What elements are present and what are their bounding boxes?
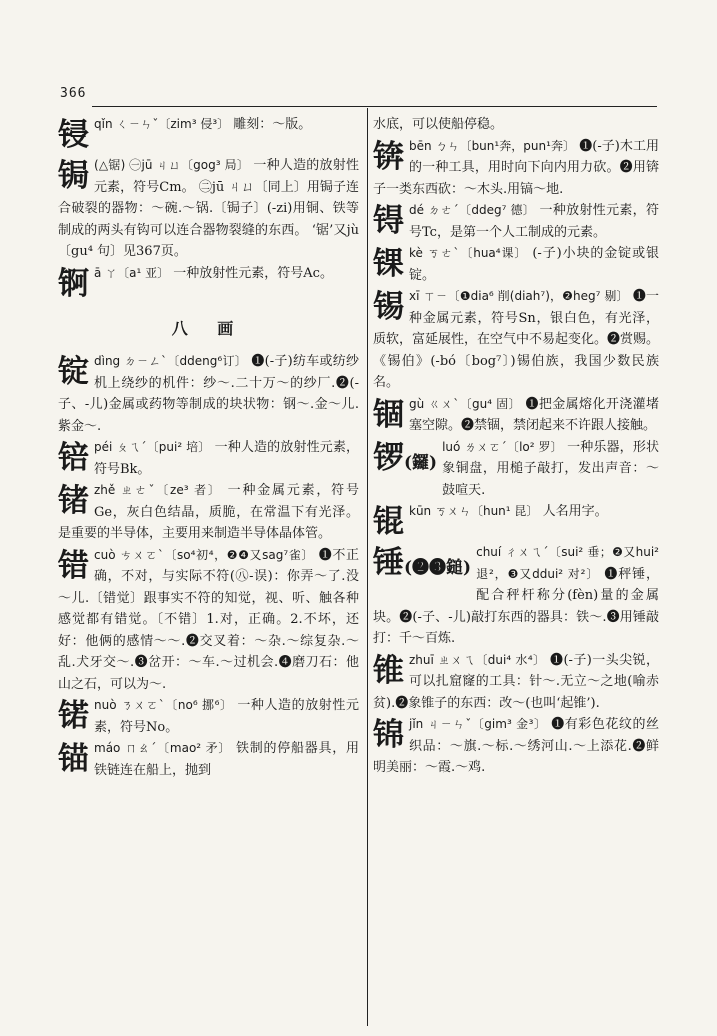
dictionary-entry — [58, 695, 359, 738]
entry-pronunciation: chuí ㄔㄨㄟˊ〔sui² 垂；❷又hui² 退²，❸又ddui² 对²〕 — [476, 545, 659, 581]
entry-pronunciation: bēn ㄅㄣ〔bun¹奔，pun¹奔〕 — [409, 138, 576, 153]
entry-definition: 一种人造的放射性元素，符号No。 — [94, 698, 359, 735]
dictionary-entry — [373, 136, 659, 201]
dictionary-entry — [58, 351, 359, 437]
entry-definition: 人名用字。 — [542, 504, 608, 519]
entry-definition: ❶(-子)纺车或纺纱机上绕纱的机件：纱～.二十万～的纱厂.❷(-子、-儿)金属或药物等制成的块状物：钢～.金～儿.紫金～. — [58, 354, 359, 434]
entry-pronunciation: máo ㄇㄠˊ〔mao² 矛〕 — [94, 741, 232, 755]
entry-pronunciation: cuò ㄘㄨㄛˋ〔so⁴初⁴，❷❹又sag⁷雀〕 — [94, 547, 314, 562]
entry-headword-variant: (❷❸鎚) — [404, 558, 472, 578]
entry-headword: 锗 — [58, 483, 89, 519]
entry-pronunciation: péi ㄆㄟˊ〔pui² 培〕 — [94, 440, 211, 454]
entry-definition: ❶不正确，不对，与实际不符(㊇-误)：你弄～了.没～儿.〔错觉〕跟事实不符的知觉，视、听、触各种感觉都有错觉。〔不错〕1.对，正确。2.不坏，还好：他俩的感情～～.❷交叉着：～杂.～综复杂.～乱.犬牙交～.❸岔开：～车.～过机会.❹磨刀石：他山之石，可以为～. — [58, 547, 359, 692]
entry-pronunciation: nuò ㄋㄨㄛˋ〔no⁶ 挪⁶〕 — [94, 698, 233, 712]
entry-pronunciation: luó ㄌㄨㄛˊ〔lo² 罗〕 — [442, 439, 563, 454]
entry-pronunciation: qǐn ㄑㄧㄣˇ〔zim³ 侵³〕 — [94, 117, 230, 131]
entry-definition: 一种乐器，形状象铜盘，用槌子敲打，发出声音：～鼓喧天. — [442, 439, 659, 498]
entry-definition: (-子)小块的金锭或银锭。 — [409, 246, 659, 283]
dictionary-entry — [373, 243, 659, 286]
dictionary-entry — [373, 437, 659, 502]
entry-headword: 锫 — [58, 440, 89, 476]
entry-headword: 锛 — [373, 138, 404, 175]
entry-definition: 铁制的停船器具，用铁链连在船上，抛到 — [94, 741, 359, 778]
entry-headword-char: 锣 — [373, 439, 404, 476]
column-divider — [367, 108, 368, 1026]
entry-pronunciation: jǐn ㄐㄧㄣˇ〔gim³ 金³〕 — [409, 717, 547, 731]
entry-headword: 锓 — [58, 117, 89, 153]
entry-definition: ❶(-子)木工用的一种工具，用时向下向内用力砍。❷用锛子一类东西砍：～木头.用镐～地. — [373, 138, 659, 197]
dictionary-entry — [58, 437, 359, 480]
dictionary-entry — [58, 738, 359, 781]
entry-headword: 锚 — [58, 741, 89, 777]
entry-headword: 锘 — [58, 698, 89, 734]
entry-headword: 锞 — [373, 246, 404, 282]
dictionary-entry — [373, 286, 659, 394]
entry-pronunciation: ā ㄚ〔a¹ 亚〕 — [94, 265, 170, 280]
header-rule — [92, 106, 657, 107]
dictionary-entry — [373, 394, 659, 437]
entry-headword-char: 锤 — [373, 545, 404, 581]
entry-headword: 锦 — [373, 717, 404, 753]
entry-headword — [373, 438, 437, 483]
dictionary-entry — [58, 155, 359, 263]
entry-definition: 一种放射性元素，符号Tc，是第一个人工制成的元素。 — [409, 203, 659, 240]
entry-headword: 锢 — [373, 396, 404, 433]
entry-definition: ❶把金属熔化开浇灌堵塞空隙。❷禁锢，禁闭起来不许跟人接触。 — [409, 396, 659, 433]
entry-pronunciation: dìng ㄉㄧㄥˋ〔ddeng⁶订〕 — [94, 354, 247, 368]
entry-headword: 锡 — [373, 289, 404, 325]
dictionary-entry — [373, 714, 659, 779]
entry-pronunciation: zhuī ㄓㄨㄟ〔dui⁴ 水⁴〕 — [409, 652, 546, 667]
dictionary-entry — [373, 501, 659, 542]
entry-headword — [373, 543, 471, 588]
entry-definition: 雕刻：～版。 — [233, 117, 312, 132]
dictionary-entry — [58, 114, 359, 155]
entry-definition: ❶一种金属元素，符号Sn，银白色，有光泽，质软，富延展性，在空气中不易起变化。❷赏赐。《锡伯》(-bó〔bog⁷〕)锡伯族，我国少数民族名。 — [373, 289, 659, 390]
entry-pronunciation: dé ㄉㄜˊ〔ddeg⁷ 德〕 — [409, 203, 536, 217]
entry-pronunciation: gù ㄍㄨˋ〔gu⁴ 固〕 — [409, 396, 521, 411]
entry-headword: 锥 — [373, 652, 404, 689]
entry-pronunciation: xī ㄒㄧ〔❶dia⁶ 削(diah⁷)，❷heg⁷ 剔〕 — [409, 289, 629, 303]
entry-headword: 锕 — [58, 265, 89, 302]
entry-definition: 一种放射性元素，符号Ac。 — [173, 265, 333, 281]
entry-definition: ❶有彩色花纹的丝织品：～旗.～标.～绣河山.～上添花.❷鲜明美丽：～霞.～鸡. — [373, 717, 659, 775]
entry-headword: 锔 — [58, 158, 89, 194]
stroke-count-heading: 八 画 — [171, 318, 246, 338]
dictionary-entry — [373, 650, 659, 715]
entry-pronunciation: kè ㄎㄜˋ〔hua⁴课〕 — [409, 246, 528, 260]
dictionary-entry — [58, 480, 359, 545]
entry-definition: ❶(-子)一头尖锐，可以扎窟窿的工具：针～.无立～之地(喻赤贫).❷象锥子的东西：改～(也叫‘起锥’). — [373, 652, 659, 711]
dictionary-entry — [58, 545, 359, 696]
left-column — [58, 114, 359, 1019]
entry-definition: 一种金属元素，符号Ge，灰白色结晶，质脆，在常温下有光泽。是重要的半导体，主要用来制造半导体晶体管。 — [58, 483, 359, 541]
dictionary-entry — [373, 542, 659, 650]
right-column — [373, 114, 659, 1019]
entry-headword-variant: (鑼) — [404, 452, 438, 473]
dictionary-entry — [58, 263, 359, 304]
page-number: 366 — [60, 86, 87, 101]
dictionary-entry — [373, 200, 659, 243]
entry-definition: ❶秤锤，配合秤杆称分(fèn)量的金属块。❷(-子、-儿)敲打东西的器具：铁～.❸用锤敲打：千～百炼. — [373, 566, 659, 646]
entry-headword: 锟 — [373, 504, 404, 540]
entry-headword: 锝 — [373, 203, 404, 239]
entry-headword: 错 — [58, 547, 89, 584]
entry-pronunciation: (△锯) ㊀jū ㄐㄩ〔gog³ 局〕 — [94, 158, 250, 172]
entry-definition: 一种人造的放射性元素，符号Bk。 — [94, 440, 359, 477]
continued-definition: 水底，可以使船停稳。 — [373, 117, 504, 132]
entry-pronunciation: zhě ㄓㄜˇ〔ze³ 者〕 — [94, 483, 222, 497]
entry-pronunciation: kūn ㄎㄨㄣ〔hun¹ 昆〕 — [409, 504, 539, 518]
entry-headword: 锭 — [58, 354, 89, 390]
entry-definition: 一种人造的放射性元素，符号Cm。 ㊁jū ㄐㄩ〔同上〕用锔子连合破裂的器物：～碗.～锅.〔锔子〕(-zi)用铜、铁等制成的两头有钩可以连合器物裂缝的东西。 ‘锯’又jù〔gu⁴ 句〕见367页。 — [58, 158, 359, 259]
